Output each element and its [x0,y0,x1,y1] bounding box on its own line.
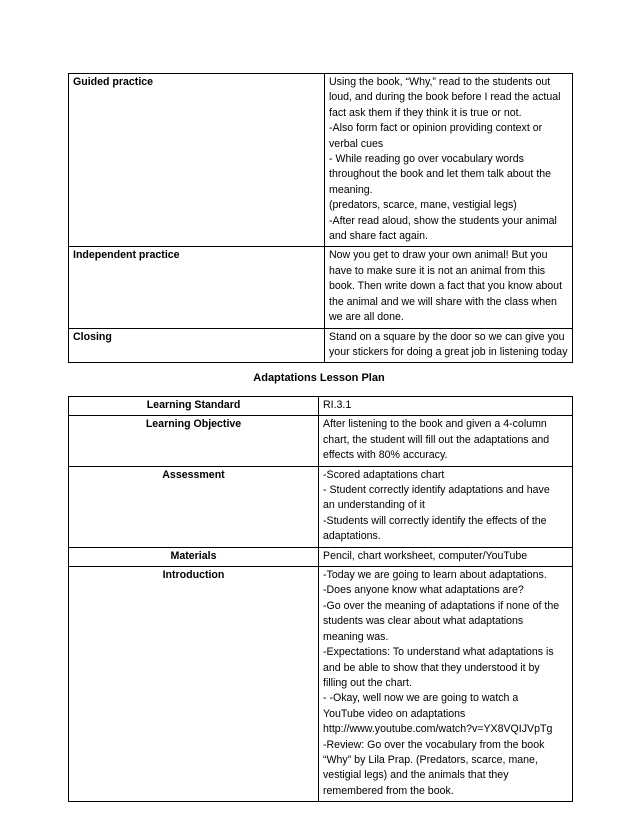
row-content [319,416,573,466]
content-line: Now you get to draw your own animal! But you [329,249,548,262]
row-content [319,397,573,416]
row-content [325,328,573,363]
content-line: -Go over the meaning of adaptations if none of the [323,599,560,612]
content-line: Stand on a square by the door so we can give you [329,330,565,343]
content-line: -Expectations: To understand what adaptations is [323,646,554,659]
content-line: book. Then write down a fact that you know about [329,280,563,293]
content-line: have to make sure it is not an animal from this [329,264,546,277]
content-line: meaning was. [323,630,389,643]
practice-table [68,73,573,363]
table-row [69,74,573,247]
content-line: (predators, scarce, mane, vestigial legs) [329,199,517,212]
content-line: loud, and during the book before I read the actual [329,91,561,104]
content-line: Using the book, “Why,” read to the students out [329,76,551,88]
table-row [69,397,573,416]
content-line: -After read aloud, show the students your animal [329,214,557,227]
row-label: Introduction [69,567,319,802]
table-row [69,328,573,363]
content-line: After listening to the book and given a 4-column [323,418,547,431]
content-line: fact ask them if they think it is true or not. [329,106,522,119]
content-line: adaptations. [323,530,381,543]
content-line: -Does anyone know what adaptations are? [323,584,524,597]
row-label: Assessment [69,466,319,547]
row-label: Learning Standard [69,397,319,416]
content-line: Pencil, chart worksheet, computer/YouTube [323,549,528,562]
row-label: Guided practice [69,74,325,247]
content-line: verbal cues [329,137,384,150]
table-row [69,466,573,547]
content-line: we are all done. [329,311,404,324]
table-row [69,547,573,566]
content-line: remembered from the book. [323,784,454,797]
lesson-plan-title: Adaptations Lesson Plan [253,372,385,384]
content-line: vestigial legs) and the animals that they [323,769,509,782]
content-line: “Why” by Lila Prap. (Predators, scarce, mane, [323,753,538,766]
content-line: RI.3.1 [323,399,352,411]
table-row [69,416,573,466]
content-line: filling out the chart. [323,676,412,689]
content-line: -Review: Go over the vocabulary from the book [323,738,545,751]
row-content [325,74,573,247]
content-line: your stickers for doing a great job in listening today [329,345,568,358]
content-line: meaning. [329,183,373,196]
content-line: YouTube video on adaptations [323,707,466,720]
row-content [319,547,573,566]
lesson-plan-table [68,396,573,802]
row-label: Materials [69,547,319,566]
row-content [325,247,573,328]
row-label: Learning Objective [69,416,319,466]
content-line: -Also form fact or opinion providing context or [329,122,543,135]
row-content [319,466,573,547]
content-line: chart, the student will fill out the adaptations and [323,433,550,446]
content-line: throughout the book and let them talk about the [329,168,552,181]
content-line: an understanding of it [323,499,425,512]
content-line: - -Okay, well now we are going to watch a [323,692,519,705]
content-line: students was clear about what adaptations [323,615,524,628]
content-line: - While reading go over vocabulary words [329,153,524,166]
youtube-link[interactable]: http://www.youtube.com/watch?v=YX8VQIJVpTg [323,723,553,736]
row-label: Closing [69,328,325,363]
row-label: Independent practice [69,247,325,328]
content-line: -Scored adaptations chart [323,468,445,481]
row-content [319,567,573,802]
content-line: and share fact again. [329,230,428,243]
table-row [69,247,573,328]
content-line: -Students will correctly identify the effects of the [323,514,547,527]
content-line: the animal and we will share with the class when [329,295,557,308]
content-line: -Today we are going to learn about adaptations. [323,569,547,582]
table-row [69,567,573,802]
content-line: and be able to show that they understood it by [323,661,540,674]
content-line: - Student correctly identify adaptations and have [323,484,550,497]
content-line: effects with 80% accuracy. [323,449,448,462]
